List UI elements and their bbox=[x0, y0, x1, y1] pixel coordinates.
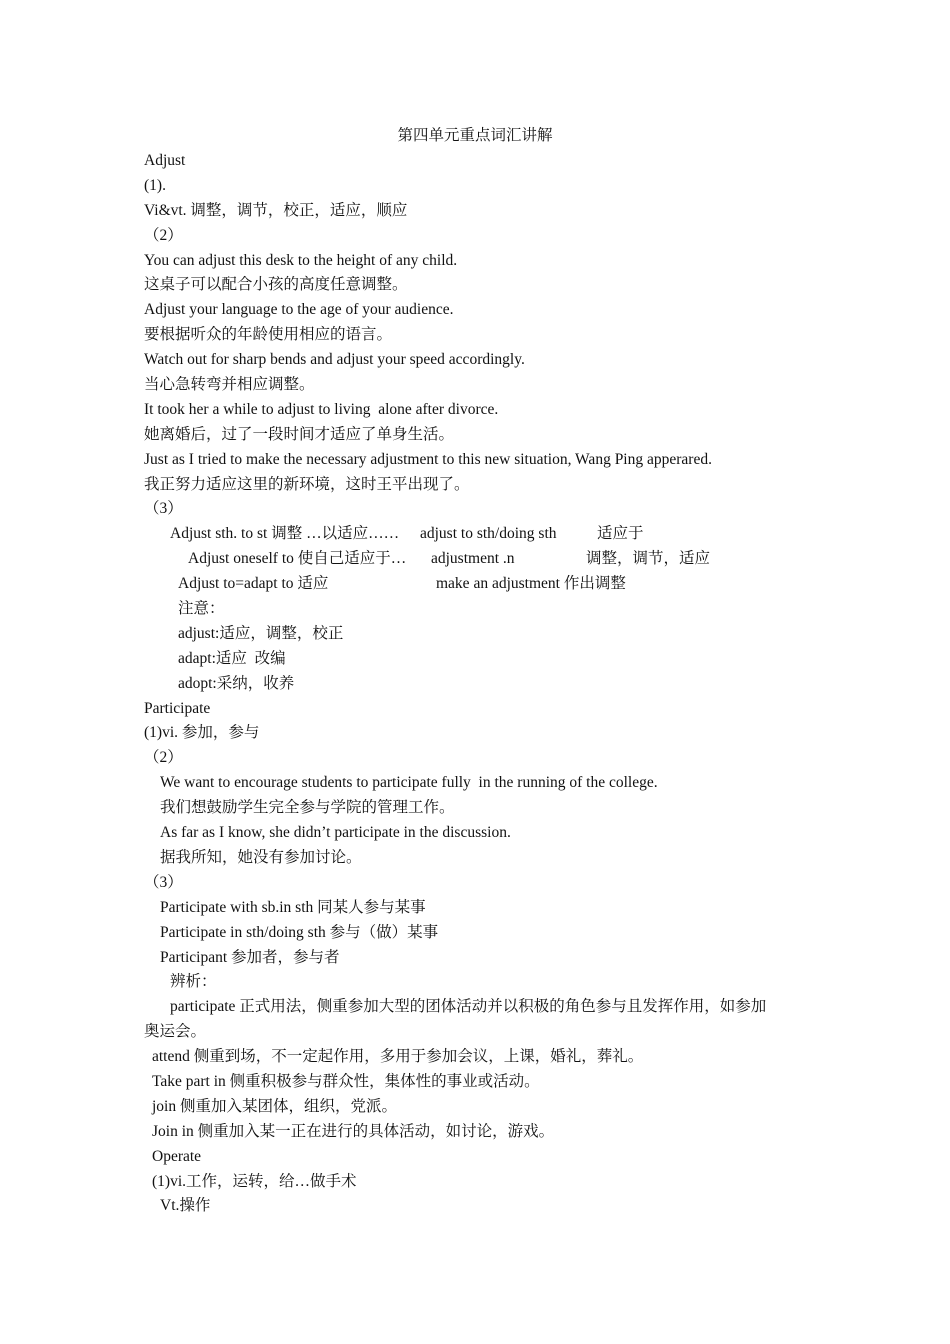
example-sentence: Watch out for sharp bends and adjust your speed accordingly. bbox=[144, 351, 525, 369]
example-translation: 她离婚后，过了一段时间才适应了单身生活。 bbox=[144, 425, 455, 443]
example-sentence: You can adjust this desk to the height of any child. bbox=[144, 251, 458, 269]
phrase-line bbox=[144, 522, 814, 547]
phrase-line bbox=[144, 547, 814, 572]
comparison-item: join 侧重加入某团体，组织，党派。 bbox=[152, 1097, 397, 1115]
example-translation: 这桌子可以配合小孩的高度任意调整。 bbox=[144, 276, 408, 294]
note-item: adjust:适应，调整，校正 bbox=[178, 624, 344, 642]
document-body bbox=[144, 149, 814, 1219]
definition: Vi&vt. 调整，调节，校正，适应，顺应 bbox=[144, 201, 408, 219]
phrase-meaning: 调整，调节，适应 bbox=[586, 550, 711, 568]
phrase-meaning: 适应于 bbox=[597, 525, 644, 543]
comparison-label: 辨析： bbox=[170, 973, 217, 991]
phrase: Participate in sth/doing sth 参与（做）某事 bbox=[160, 923, 439, 941]
definition: (1)vi.工作，运转，给…做手术 bbox=[152, 1172, 357, 1190]
comparison-item: participate 正式用法，侧重参加大型的团体活动并以积极的角色参与且发挥作用，如参加 bbox=[170, 998, 767, 1016]
phrase: Adjust sth. to st 调整 …以适应…… bbox=[170, 525, 400, 543]
example-translation: 据我所知，她没有参加讨论。 bbox=[160, 848, 362, 866]
page-title: 第四单元重点词汇讲解 bbox=[397, 127, 553, 144]
example-sentence: As far as I know, she didn’t participate in the discussion. bbox=[160, 824, 511, 842]
comparison-item: Take part in 侧重积极参与群众性，集体性的事业或活动。 bbox=[152, 1072, 540, 1090]
section-number: （3） bbox=[144, 873, 183, 891]
phrase: Adjust to=adapt to 适应 bbox=[178, 575, 329, 593]
example-sentence: Adjust your language to the age of your audience. bbox=[144, 301, 454, 319]
example-translation: 我们想鼓励学生完全参与学院的管理工作。 bbox=[160, 799, 455, 817]
section-number: (1). bbox=[144, 176, 166, 194]
comparison-item: Join in 侧重加入某一正在进行的具体活动，如讨论，游戏。 bbox=[152, 1122, 555, 1140]
phrase-line bbox=[144, 572, 814, 597]
note-item: adopt:采纳，收养 bbox=[178, 674, 295, 692]
example-translation: 我正努力适应这里的新环境，这时王平出现了。 bbox=[144, 475, 470, 493]
phrase: Participate with sb.in sth 同某人参与某事 bbox=[160, 898, 426, 916]
section-number: （3） bbox=[144, 500, 183, 518]
section-number: （2） bbox=[144, 749, 183, 767]
definition: Vt.操作 bbox=[160, 1197, 211, 1215]
example-sentence: It took her a while to adjust to living alone after divorce. bbox=[144, 400, 499, 418]
phrase: adjustment .n bbox=[431, 550, 515, 568]
example-translation: 当心急转弯并相应调整。 bbox=[144, 376, 315, 394]
example-sentence: We want to encourage students to participate fully in the running of the college. bbox=[160, 774, 658, 792]
note-item: adapt:适应 改编 bbox=[178, 649, 286, 667]
phrase: adjust to sth/doing sth bbox=[420, 525, 557, 543]
word-heading-participate: Participate bbox=[144, 699, 211, 717]
example-translation: 要根据听众的年龄使用相应的语言。 bbox=[144, 326, 393, 344]
note-label: 注意： bbox=[178, 600, 225, 618]
section-number: （2） bbox=[144, 226, 183, 244]
comparison-item: attend 侧重到场，不一定起作用，多用于参加会议，上课，婚礼，葬礼。 bbox=[152, 1048, 644, 1066]
phrase: Participant 参加者，参与者 bbox=[160, 948, 340, 966]
word-heading-adjust: Adjust bbox=[144, 152, 186, 169]
phrase: Adjust oneself to 使自己适应于… bbox=[188, 550, 407, 568]
phrase: make an adjustment 作出调整 bbox=[436, 575, 626, 593]
example-sentence: Just as I tried to make the necessary adjustment to this new situation, Wang Ping apperared. bbox=[144, 450, 712, 468]
word-heading-operate: Operate bbox=[152, 1147, 202, 1165]
definition: (1)vi. 参加，参与 bbox=[144, 724, 260, 742]
comparison-item-continued: 奥运会。 bbox=[144, 1023, 207, 1041]
